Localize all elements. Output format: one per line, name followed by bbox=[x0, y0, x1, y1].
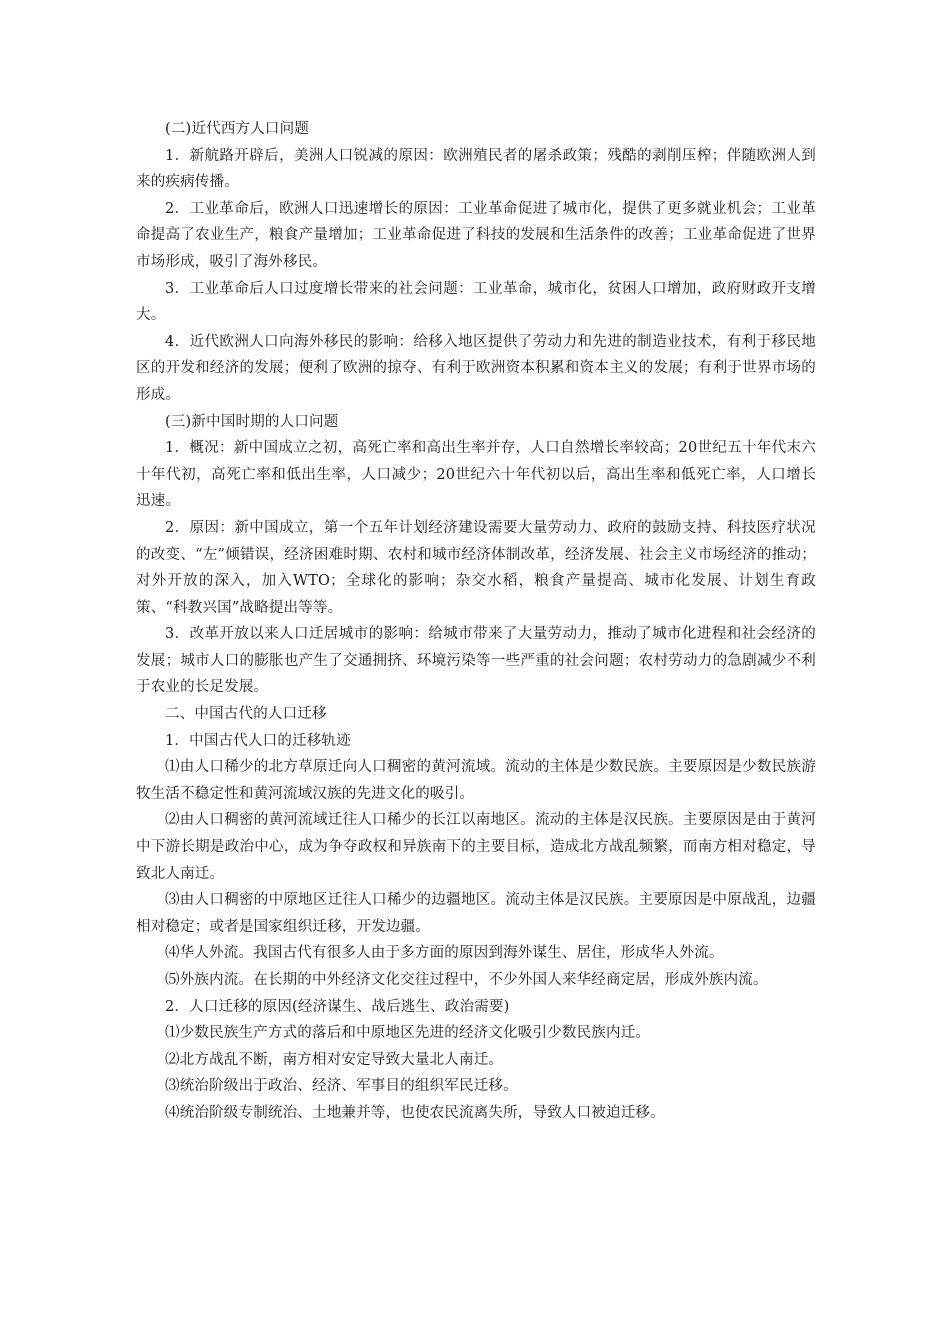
section-heading-ancient-migration: 二、中国古代的人口迁移 bbox=[165, 706, 327, 723]
document-body bbox=[136, 116, 816, 1127]
section-heading-modern-western-population: (二)近代西方人口问题 bbox=[165, 121, 310, 137]
paragraph: 3．改革开放以来人口迁居城市的影响：给城市带来了大量劳动力，推动了城市化进程和社会经济的发展；城市人口的膨胀也产生了交通拥挤、环境污染等一些严重的社会问题；农村劳动力的急剧减少不利于农业的长足发展。 bbox=[136, 626, 816, 696]
subsection-heading-migration-tracks: 1．中国古代人口的迁移轨迹 bbox=[165, 732, 351, 749]
paragraph: ⑷华人外流。我国古代有很多人由于多方面的原因到海外谋生、居住，形成华人外流。 bbox=[165, 945, 724, 962]
paragraph: ⑷统治阶级专制统治、土地兼并等，也使农民流离失所，导致人口被迫迁移。 bbox=[165, 1104, 665, 1121]
paragraph: ⑶由人口稠密的中原地区迁往人口稀少的边疆地区。流动主体是汉民族。主要原因是中原战乱，边疆相对稳定；或者是国家组织迁移，开发边疆。 bbox=[136, 892, 816, 935]
paragraph: ⑴少数民族生产方式的落后和中原地区先进的经济文化吸引少数民族内迁。 bbox=[165, 1025, 651, 1042]
paragraph: 3．工业革命后人口过度增长带来的社会问题：工业革命，城市化，贫困人口增加，政府财政开支增大。 bbox=[136, 280, 816, 324]
subsection-heading-migration-causes: 2．人口迁移的原因(经济谋生、战后逃生、政治需要) bbox=[165, 998, 510, 1015]
section-heading-new-china-population: (三)新中国时期的人口问题 bbox=[165, 413, 339, 430]
paragraph: ⑶统治阶级出于政治、经济、军事目的组织军民迁移。 bbox=[165, 1078, 518, 1095]
paragraph: 4．近代欧洲人口向海外移民的影响：给移入地区提供了劳动力和先进的制造业技术，有利于移民地区的开发和经济的发展；便利了欧洲的掠夺、有利于欧洲资本积累和资本主义的发展；有利于世界市场的形成。 bbox=[136, 333, 816, 403]
paragraph: ⑴由人口稀少的北方草原迁向人口稠密的黄河流域。流动的主体是少数民族。主要原因是少数民族游牧生活不稳定性和黄河流域汉族的先进文化的吸引。 bbox=[136, 759, 816, 802]
paragraph: 2．原因：新中国成立，第一个五年计划经济建设需要大量劳动力、政府的鼓励支持、科技医疗状况的改变、“左”倾错误，经济困难时期、农村和城市经济体制改革，经济发展、社会主义市场经济的推动；对外开放的深入，加入WTO；全球化的影响；杂交水稻，粮食产量提高、城市化发展、计划生育政策、“科教兴国”战略提出等等。 bbox=[136, 519, 816, 616]
paragraph: 2．工业革命后，欧洲人口迅速增长的原因：工业革命促进了城市化，提供了更多就业机会；工业革命提高了农业生产，粮食产量增加；工业革命促进了科技的发展和生活条件的改善；工业革命促进了世界市场形成，吸引了海外移民。 bbox=[136, 200, 816, 270]
paragraph: ⑸外族内流。在长期的中外经济文化交往过程中，不少外国人来华经商定居，形成外族内流。 bbox=[165, 972, 768, 988]
paragraph: 1．新航路开辟后，美洲人口锐减的原因：欧洲殖民者的屠杀政策；残酷的剥削压榨；伴随欧洲人到来的疾病传播。 bbox=[136, 147, 816, 191]
paragraph: 1．概况：新中国成立之初，高死亡率和高出生率并存，人口自然增长率较高；20世纪五十年代末六十年代初，高死亡率和低出生率，人口减少；20世纪六十年代初以后，高出生率和低死亡率，人口增长迅速。 bbox=[136, 440, 816, 510]
paragraph: ⑵北方战乱不断，南方相对安定导致大量北人南迁。 bbox=[165, 1051, 504, 1068]
paragraph: ⑵由人口稠密的黄河流域迁往人口稀少的长江以南地区。流动的主体是汉民族。主要原因是由于黄河中下游长期是政治中心，成为争夺政权和异族南下的主要目标，造成北方战乱频繁，而南方相对稳定，导致北人南迁。 bbox=[136, 812, 816, 882]
